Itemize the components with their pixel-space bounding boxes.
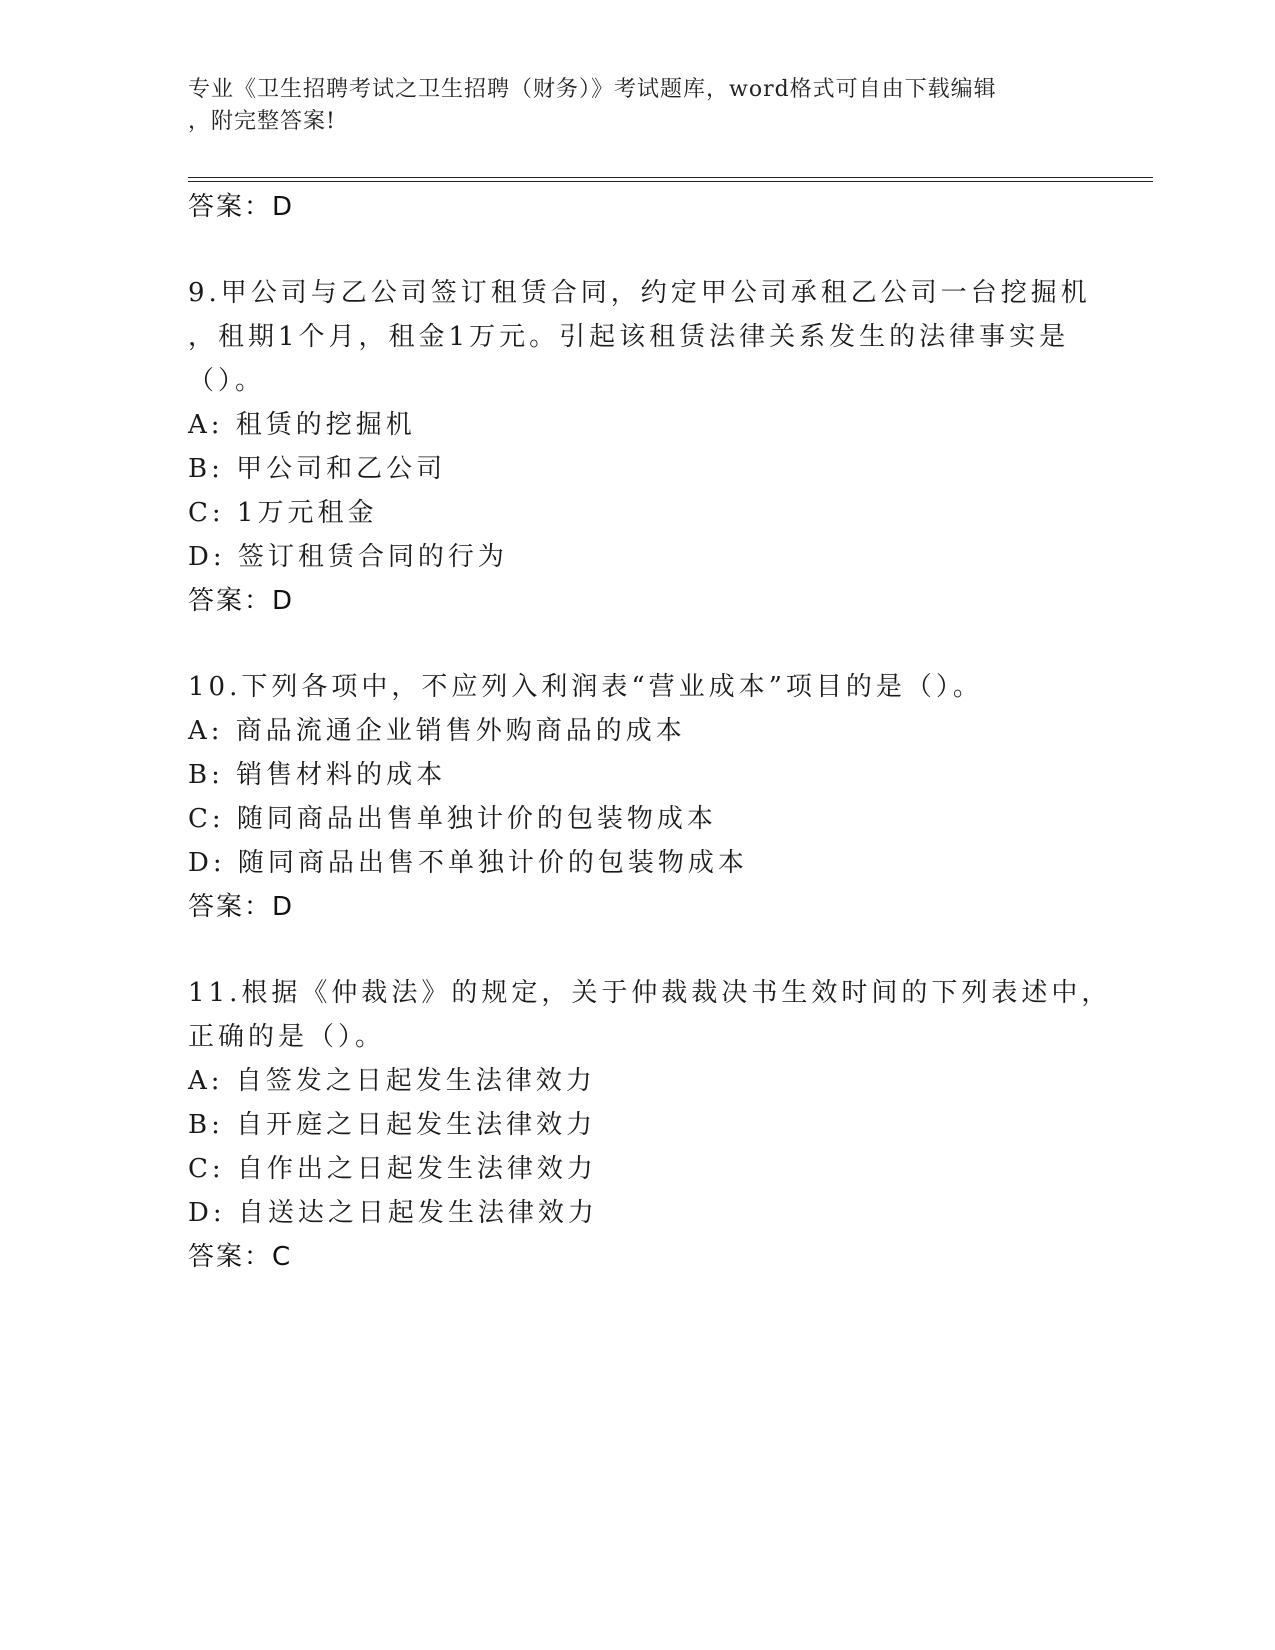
- header-line-1: 专业《卫生招聘考试之卫生招聘（财务）》考试题库，word格式可自由下载编辑: [188, 77, 997, 102]
- question-10-option-d: D: 随同商品出售不单独计价的包装物成本: [188, 848, 748, 878]
- question-9-answer: 答案：D: [188, 586, 295, 616]
- header-divider-bottom: [188, 181, 1153, 182]
- question-11-answer: 答案：C: [188, 1242, 293, 1272]
- question-11-option-c: C: 自作出之日起发生法律效力: [188, 1154, 597, 1184]
- question-11-line-1: 11.根据《仲裁法》的规定，关于仲裁裁决书生效时间的下列表述中，: [188, 978, 1112, 1008]
- question-10-line-1: 10.下列各项中，不应列入利润表“营业成本”项目的是（）。: [188, 672, 983, 702]
- question-9-option-a: A: 租赁的挖掘机: [188, 410, 416, 440]
- header-line-2: ，附完整答案!: [188, 109, 336, 134]
- question-10-answer: 答案：D: [188, 892, 295, 922]
- question-9-line-2: ，租期1个月，租金1万元。引起该租赁法律关系发生的法律事实是: [188, 322, 1070, 352]
- question-10-option-a: A: 商品流通企业销售外购商品的成本: [188, 716, 686, 746]
- question-10-option-c: C: 随同商品出售单独计价的包装物成本: [188, 804, 717, 834]
- question-11-option-b: B: 自开庭之日起发生法律效力: [188, 1110, 597, 1140]
- question-9-option-d: D: 签订租赁合同的行为: [188, 542, 508, 572]
- question-10-option-b: B: 销售材料的成本: [188, 760, 447, 790]
- header-divider-top: [188, 177, 1153, 178]
- answer-previous: 答案：D: [188, 192, 295, 222]
- question-11-line-2: 正确的是（）。: [188, 1022, 386, 1052]
- question-11-option-a: A: 自签发之日起发生法律效力: [188, 1066, 596, 1096]
- question-9-line-3: （）。: [188, 366, 266, 396]
- question-9-line-1: 9.甲公司与乙公司签订租赁合同，约定甲公司承租乙公司一台挖掘机: [188, 278, 1091, 308]
- question-11-option-d: D: 自送达之日起发生法律效力: [188, 1198, 598, 1228]
- document-header: [188, 74, 1068, 138]
- question-9-option-c: C: 1万元租金: [188, 498, 378, 528]
- question-9-option-b: B: 甲公司和乙公司: [188, 454, 447, 484]
